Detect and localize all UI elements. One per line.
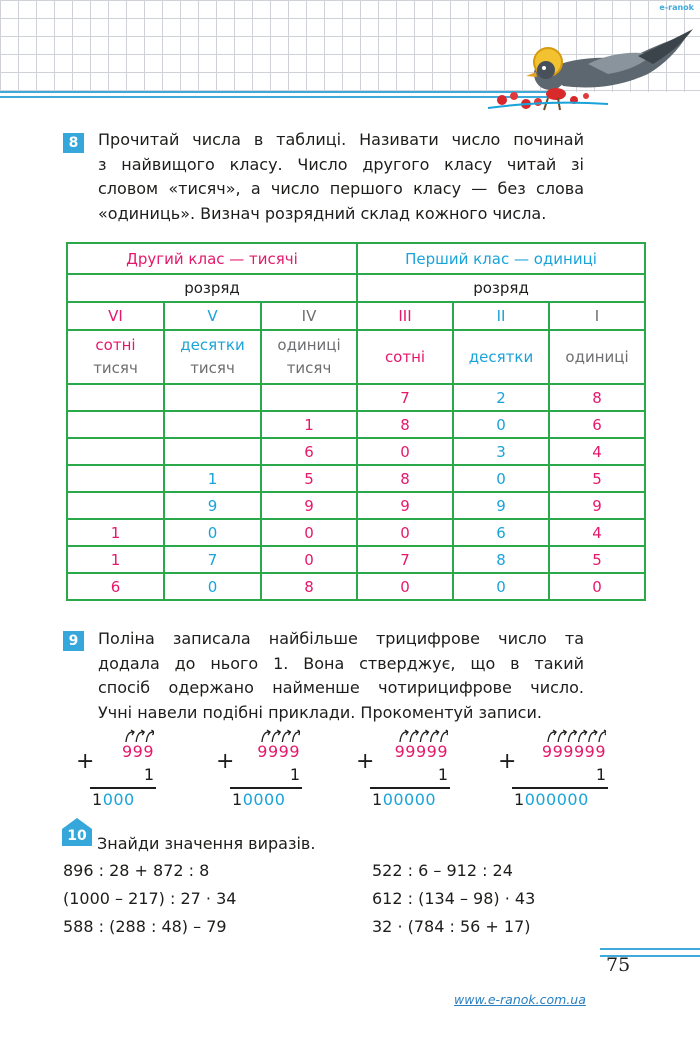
- table-cell: 0: [164, 573, 261, 600]
- addend-one: 1: [143, 765, 154, 784]
- sum-result: [232, 790, 285, 809]
- col-ten-thousands: десятки тисяч: [164, 330, 261, 384]
- table-cell: 7: [357, 546, 453, 573]
- table-cell: 5: [549, 546, 645, 573]
- result-zeros: 000: [102, 790, 135, 809]
- addend-one: 1: [595, 765, 606, 784]
- task-9-line: Поліна записала найбільше трицифрове число та: [98, 629, 584, 648]
- result-zeros: 0000: [242, 790, 286, 809]
- task-8-line: «одиниць». Визнач розрядний склад кожного числа.: [98, 203, 547, 223]
- table-cell: 0: [357, 573, 453, 600]
- table-row: [67, 546, 645, 573]
- task-8-text: [98, 128, 584, 226]
- table-cell: 9: [357, 492, 453, 519]
- addend-top: 9999: [257, 742, 300, 761]
- result-digit: 1: [372, 790, 383, 809]
- table-row: [67, 411, 645, 438]
- plus-sign: +: [356, 749, 375, 774]
- page-number: 75: [606, 954, 631, 976]
- razryad-label: розряд: [357, 274, 645, 302]
- addend-top: 99999: [394, 742, 448, 761]
- addend-one: 1: [289, 765, 300, 784]
- table-cell: 8: [357, 465, 453, 492]
- table-cell: [164, 438, 261, 465]
- table-cell: [67, 492, 164, 519]
- addend-one: 1: [437, 765, 448, 784]
- table-cell: 7: [357, 384, 453, 411]
- expression-left-3: 588 : (288 : 48) – 79: [63, 917, 227, 936]
- sum-line: [230, 787, 302, 789]
- table-cell: 8: [453, 546, 549, 573]
- table-cell: 0: [453, 465, 549, 492]
- rank-v: V: [164, 302, 261, 330]
- table-cell: 6: [549, 411, 645, 438]
- table-cell: 0: [261, 546, 357, 573]
- table-cell: 5: [261, 465, 357, 492]
- table-cell: 0: [261, 519, 357, 546]
- sum-result: [372, 790, 436, 809]
- table-cell: [164, 384, 261, 411]
- expression-right-1: 522 : 6 – 912 : 24: [372, 861, 513, 880]
- task-10-number: 10: [67, 828, 87, 844]
- table-cell: [164, 411, 261, 438]
- addend-top: 999999: [541, 742, 606, 761]
- sum-line: [90, 787, 156, 789]
- table-cell: 6: [261, 438, 357, 465]
- bird-illustration-icon: [488, 14, 700, 114]
- table-cell: 1: [261, 411, 357, 438]
- table-cell: 3: [453, 438, 549, 465]
- table-cell: 0: [357, 519, 453, 546]
- table-row: [67, 573, 645, 600]
- addition-example: [356, 728, 466, 818]
- table-row: [67, 384, 645, 411]
- sum-line: [370, 787, 450, 789]
- rank-i: I: [549, 302, 645, 330]
- col-units: одиниці: [549, 330, 645, 384]
- table-cell: [261, 384, 357, 411]
- header-divider-2: [0, 96, 560, 98]
- addend-top: 999: [121, 742, 154, 761]
- table-cell: [67, 384, 164, 411]
- task-8-line: з найвищого класу. Число другого класу читай зі: [98, 154, 584, 174]
- table-row: [67, 519, 645, 546]
- table-cell: 0: [164, 519, 261, 546]
- addition-example: [76, 728, 186, 818]
- result-digit: 1: [92, 790, 103, 809]
- place-value-table: [66, 242, 646, 601]
- col-hundred-thousands: сотні тисяч: [67, 330, 164, 384]
- col-hundreds: сотні: [357, 330, 453, 384]
- expression-left-2: (1000 – 217) : 27 · 34: [63, 889, 237, 908]
- addition-example: [498, 728, 608, 818]
- table-cell: 8: [357, 411, 453, 438]
- expression-right-2: 612 : (134 – 98) · 43: [372, 889, 536, 908]
- result-zeros: 00000: [382, 790, 437, 809]
- class-one-header: Перший клас — одиниці: [357, 243, 645, 274]
- table-cell: 5: [549, 465, 645, 492]
- col-thousands: одиниці тисяч: [261, 330, 357, 384]
- table-cell: 1: [164, 465, 261, 492]
- task-8-line: Прочитай числа в таблиці. Називати число починай: [98, 130, 584, 149]
- task-8-line: словом «тисяч», а число першого класу — без слова: [98, 179, 584, 198]
- table-cell: 9: [164, 492, 261, 519]
- table-cell: 8: [549, 384, 645, 411]
- table-cell: 9: [261, 492, 357, 519]
- rank-vi: VI: [67, 302, 164, 330]
- rank-iv: IV: [261, 302, 357, 330]
- table-cell: 0: [357, 438, 453, 465]
- task-9-line: Учні навели подібні приклади. Прокоментуй записи.: [98, 702, 542, 722]
- task-10-title: Знайди значення виразів.: [97, 834, 316, 853]
- table-cell: 1: [67, 519, 164, 546]
- table-cell: 1: [67, 546, 164, 573]
- razryad-label: розряд: [67, 274, 357, 302]
- table-cell: [67, 465, 164, 492]
- result-zeros: 000000: [524, 790, 589, 809]
- table-row: [67, 465, 645, 492]
- header-divider: [0, 91, 560, 93]
- table-cell: 0: [549, 573, 645, 600]
- table-cell: 9: [453, 492, 549, 519]
- class-two-header: Другий клас — тисячі: [67, 243, 357, 274]
- table-cell: 2: [453, 384, 549, 411]
- table-row: [67, 438, 645, 465]
- sum-line: [512, 787, 608, 789]
- table-cell: [67, 411, 164, 438]
- rank-iii: III: [357, 302, 453, 330]
- table-cell: 6: [67, 573, 164, 600]
- result-digit: 1: [514, 790, 525, 809]
- sum-result: [514, 790, 589, 809]
- task-9-text: [98, 627, 584, 725]
- result-digit: 1: [232, 790, 243, 809]
- expression-left-1: 896 : 28 + 872 : 8: [63, 861, 210, 880]
- addition-example: [216, 728, 326, 818]
- table-cell: [67, 438, 164, 465]
- table-cell: 9: [549, 492, 645, 519]
- sum-result: [92, 790, 135, 809]
- task-9-line: додала до нього 1. Вона стверджує, що в такий: [98, 653, 584, 673]
- table-cell: 7: [164, 546, 261, 573]
- table-cell: 6: [453, 519, 549, 546]
- task-9-number: 9: [63, 631, 84, 651]
- plus-sign: +: [76, 749, 95, 774]
- plus-sign: +: [498, 749, 517, 774]
- table-row: [67, 492, 645, 519]
- table-cell: 0: [453, 411, 549, 438]
- task-8-number: 8: [63, 133, 84, 153]
- rank-ii: II: [453, 302, 549, 330]
- brand-logo: e-ranok: [659, 3, 694, 12]
- table-cell: 4: [549, 438, 645, 465]
- table-cell: 0: [453, 573, 549, 600]
- table-cell: 4: [549, 519, 645, 546]
- publisher-link[interactable]: www.e-ranok.com.ua: [454, 992, 586, 1007]
- expression-right-3: 32 · (784 : 56 + 17): [372, 917, 531, 936]
- table-cell: 8: [261, 573, 357, 600]
- col-tens: десятки: [453, 330, 549, 384]
- plus-sign: +: [216, 749, 235, 774]
- task-9-line: спосіб одержано найменше чотирицифрове число.: [98, 678, 584, 697]
